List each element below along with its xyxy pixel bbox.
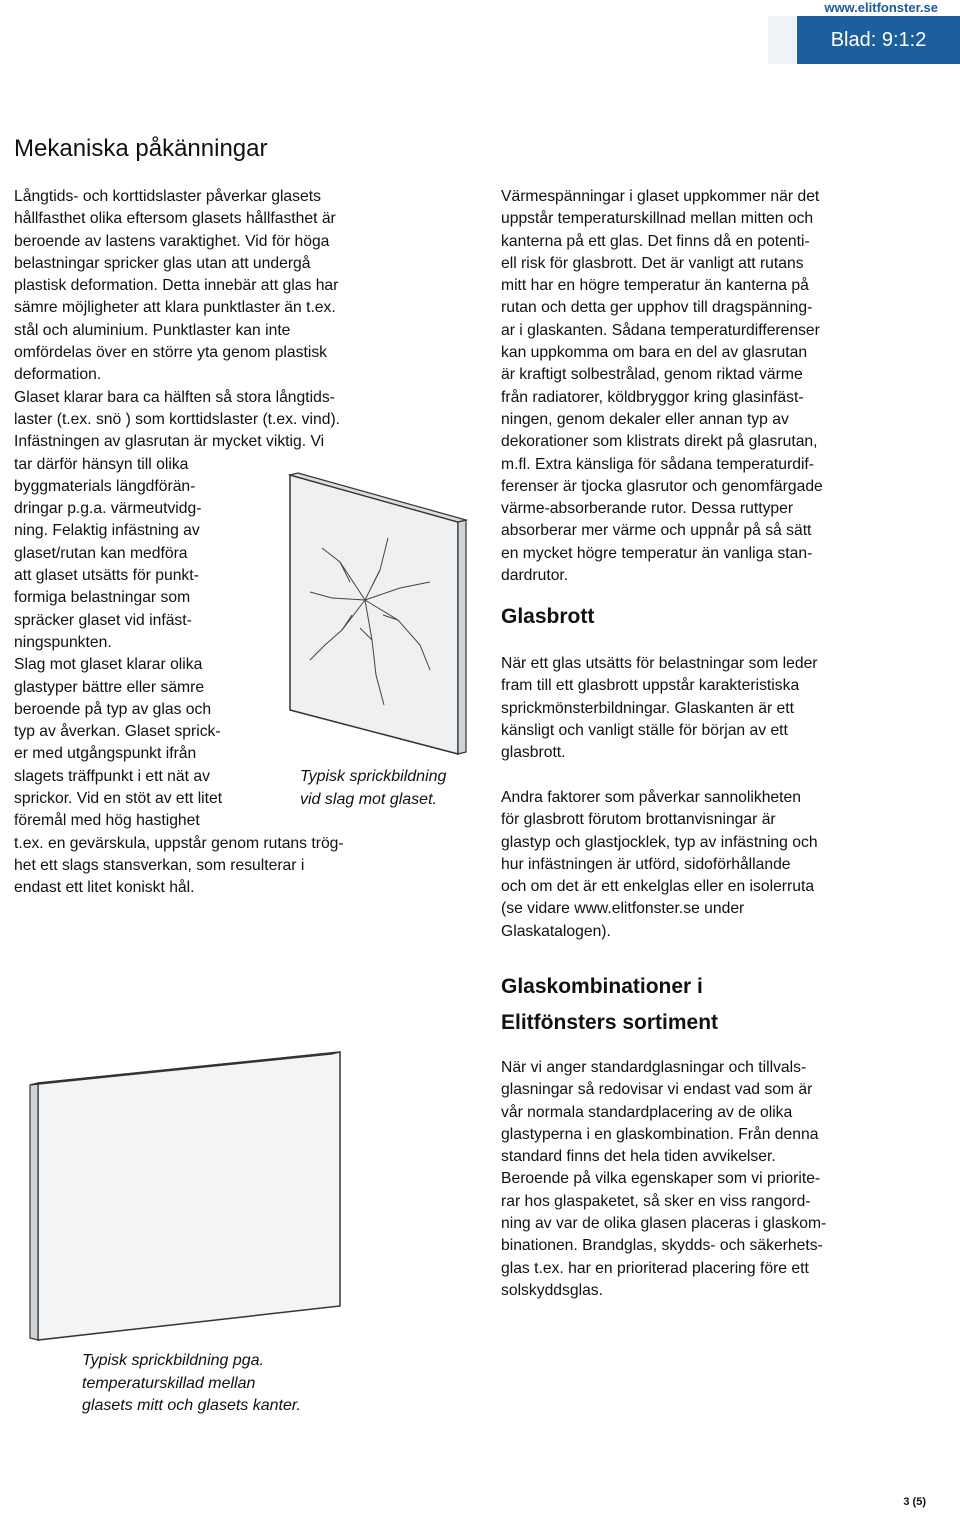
glaskombinationer-text <box>501 1057 941 1302</box>
text-line: slagets träffpunkt i ett nät av <box>14 767 210 785</box>
text-line: t.ex. en gevärskula, uppstår genom rutans trög- <box>14 834 344 852</box>
text-line: Värmespänningar i glaset uppkommer när det <box>501 188 820 205</box>
text-line: dardrutor. <box>501 567 569 585</box>
text-line: ar i glaskanten. Sådana temperaturdifferenser <box>501 321 820 339</box>
text-line: en mycket högre temperatur än vanliga stan- <box>501 544 813 562</box>
text-line: rutan och detta ger upphov till dragspänning- <box>501 299 813 317</box>
text-line: föremål med hög hastighet <box>14 812 200 830</box>
text-line: glastyper bättre eller sämre <box>14 678 205 696</box>
text-line: m.fl. Extra känsliga för sådana temperaturdif- <box>501 455 815 473</box>
text-line: absorberar mer värme och uppnår på så sätt <box>501 522 812 540</box>
text-line: laster (t.ex. snö ) som korttidslaster (t.ex. vind). <box>14 410 341 428</box>
text-line: ningen, genom dekaler eller annan typ av <box>501 410 789 428</box>
impact-caption-line: vid slag mot glaset. <box>300 790 437 808</box>
thermal-caption-line: temperaturskillad mellan <box>82 1374 256 1392</box>
text-line: Andra faktorer som påverkar sannolikheten <box>501 789 801 806</box>
text-line: ell risk för glasbrott. Det är vanligt att rutans <box>501 254 804 272</box>
text-line: Glaset klarar bara ca hälften så stora långtids- <box>14 388 335 406</box>
heading-line: Elitfönsters sortiment <box>501 1011 719 1034</box>
impact-caption <box>300 766 446 811</box>
text-line: glastyp och glastjocklek, typ av infästning och <box>501 833 818 851</box>
text-line: värme-absorberande rutor. Dessa ruttyper <box>501 500 794 518</box>
text-line: formiga belastningar som <box>14 589 191 607</box>
text-line: plastisk deformation. Detta innebär att glas har <box>14 277 339 295</box>
text-line: Infästningen av glasrutan är mycket viktig. Vi <box>14 433 325 451</box>
text-line: belastningar spricker glas utan att undergå <box>14 254 311 272</box>
text-line: ningspunkten. <box>14 633 112 651</box>
text-line: Slag mot glaset klarar olika <box>14 656 203 674</box>
text-line: hur infästningen är utförd, sidoförhållande <box>501 855 791 873</box>
text-line: glaset/rutan kan medföra <box>14 544 188 562</box>
glasbrott-paragraph-2 <box>501 787 941 943</box>
text-line: ferenser är tjocka glasrutor och genomfärgade <box>501 477 823 495</box>
text-line: (se vidare www.elitfonster.se under <box>501 900 745 918</box>
text-line: När vi anger standardglasningar och tillvals- <box>501 1059 807 1076</box>
site-url[interactable]: www.elitfonster.se <box>824 0 938 15</box>
text-line: mitt har en högre temperatur än kanterna på <box>501 277 809 295</box>
text-line: kan uppkomma om bara en del av glasrutan <box>501 344 808 362</box>
text-line: Glaskatalogen). <box>501 922 611 940</box>
heading-line: Glaskombinationer i <box>501 975 703 998</box>
text-line: för glasbrott förutom brottanvisningar är <box>501 811 776 829</box>
text-line: dekorationer som klistrats direkt på glasrutan, <box>501 433 818 451</box>
text-line: fram till ett glasbrott uppstår karakteristiska <box>501 677 800 695</box>
text-line: solskyddsglas. <box>501 1281 604 1299</box>
text-line: binationen. Brandglas, skydds- och säkerhets- <box>501 1237 823 1255</box>
text-line: tar därför hänsyn till olika <box>14 455 189 473</box>
text-line: Beroende på vilka egenskaper som vi priorite- <box>501 1170 821 1188</box>
impact-caption-line: Typisk sprickbildning <box>300 768 447 785</box>
thermal-caption-line: Typisk sprickbildning pga. <box>82 1352 265 1369</box>
text-line: kanterna på ett glas. Det finns då en potenti- <box>501 232 810 250</box>
text-line: och om det är ett enkelglas eller en isolerruta <box>501 878 815 896</box>
text-line: sämre möjligheter att klara punktlaster än t.ex. <box>14 299 336 317</box>
text-line: deformation. <box>14 366 102 384</box>
text-line: spräcker glaset vid infäst- <box>14 611 192 629</box>
glaskombinationer-heading <box>501 969 718 1041</box>
text-line: känsligt och vanligt ställe för början av ett <box>501 721 788 739</box>
text-line: sprickmönsterbildningar. Glaskanten är ett <box>501 699 794 717</box>
text-line: sprickor. Vid en stöt av ett litet <box>14 790 223 808</box>
text-line: glasningar så redovisar vi endast vad som är <box>501 1081 813 1099</box>
thermal-caption-line: glasets mitt och glasets kanter. <box>82 1397 302 1414</box>
thermal-stress-text <box>501 186 941 587</box>
page-tag: Blad: 9:1:2 <box>797 16 960 64</box>
text-line: beroende av lastens varaktighet. Vid för höga <box>14 232 330 250</box>
text-line: att glaset utsätts för punkt- <box>14 567 199 585</box>
text-line: standard finns det hela tiden avvikelser. <box>501 1148 776 1166</box>
text-line: byggmaterials längdförän- <box>14 477 196 495</box>
glasbrott-heading: Glasbrott <box>501 605 595 628</box>
glasbrott-paragraph-1 <box>501 653 941 764</box>
header-ghost-block <box>768 16 796 64</box>
text-line: ning av var de olika glasen placeras i glaskom- <box>501 1215 827 1233</box>
text-line: glastyperna i en glaskombination. Från denna <box>501 1125 819 1143</box>
text-line: dringar p.g.a. värmeutvidg- <box>14 500 202 518</box>
text-line: från radiatorer, köldbryggor kring glasinfäst- <box>501 388 804 406</box>
text-line: beroende på typ av glas och <box>14 700 212 718</box>
text-line: rar hos glaspaketet, så sker en viss rangord- <box>501 1192 811 1210</box>
text-line: glasbrott. <box>501 744 566 762</box>
text-line: glas t.ex. har en prioriterad placering före ett <box>501 1259 809 1277</box>
text-line: Långtids- och korttidslaster påverkar glasets <box>14 188 321 205</box>
text-line: er med utgångspunkt ifrån <box>14 745 197 763</box>
text-line: het ett slags stansverkan, som resulterar i <box>14 856 305 874</box>
text-line: är kraftigt solbestrålad, genom riktad värme <box>501 366 803 384</box>
text-line: stål och aluminium. Punktlaster kan inte <box>14 321 291 339</box>
text-line: När ett glas utsätts för belastningar som leder <box>501 655 818 672</box>
text-line: endast ett litet koniskt hål. <box>14 879 195 897</box>
text-line: vår normala standardplacering av de olika <box>501 1103 793 1121</box>
page-title: Mekaniska påkänningar <box>14 135 268 162</box>
thermal-caption <box>82 1350 301 1418</box>
text-line: ning. Felaktig infästning av <box>14 522 200 540</box>
text-line: omfördelas över en större yta genom plastisk <box>14 344 328 362</box>
impact-crack-figure <box>280 470 480 755</box>
text-line: uppstår temperaturskillnad mellan mitten och <box>501 210 814 228</box>
text-line: hållfasthet olika eftersom glasets hållfasthet är <box>14 210 336 228</box>
thermal-crack-figure <box>10 1048 460 1343</box>
page-number: 3 (5) <box>903 1496 926 1508</box>
text-line: typ av åverkan. Glaset sprick- <box>14 723 221 741</box>
